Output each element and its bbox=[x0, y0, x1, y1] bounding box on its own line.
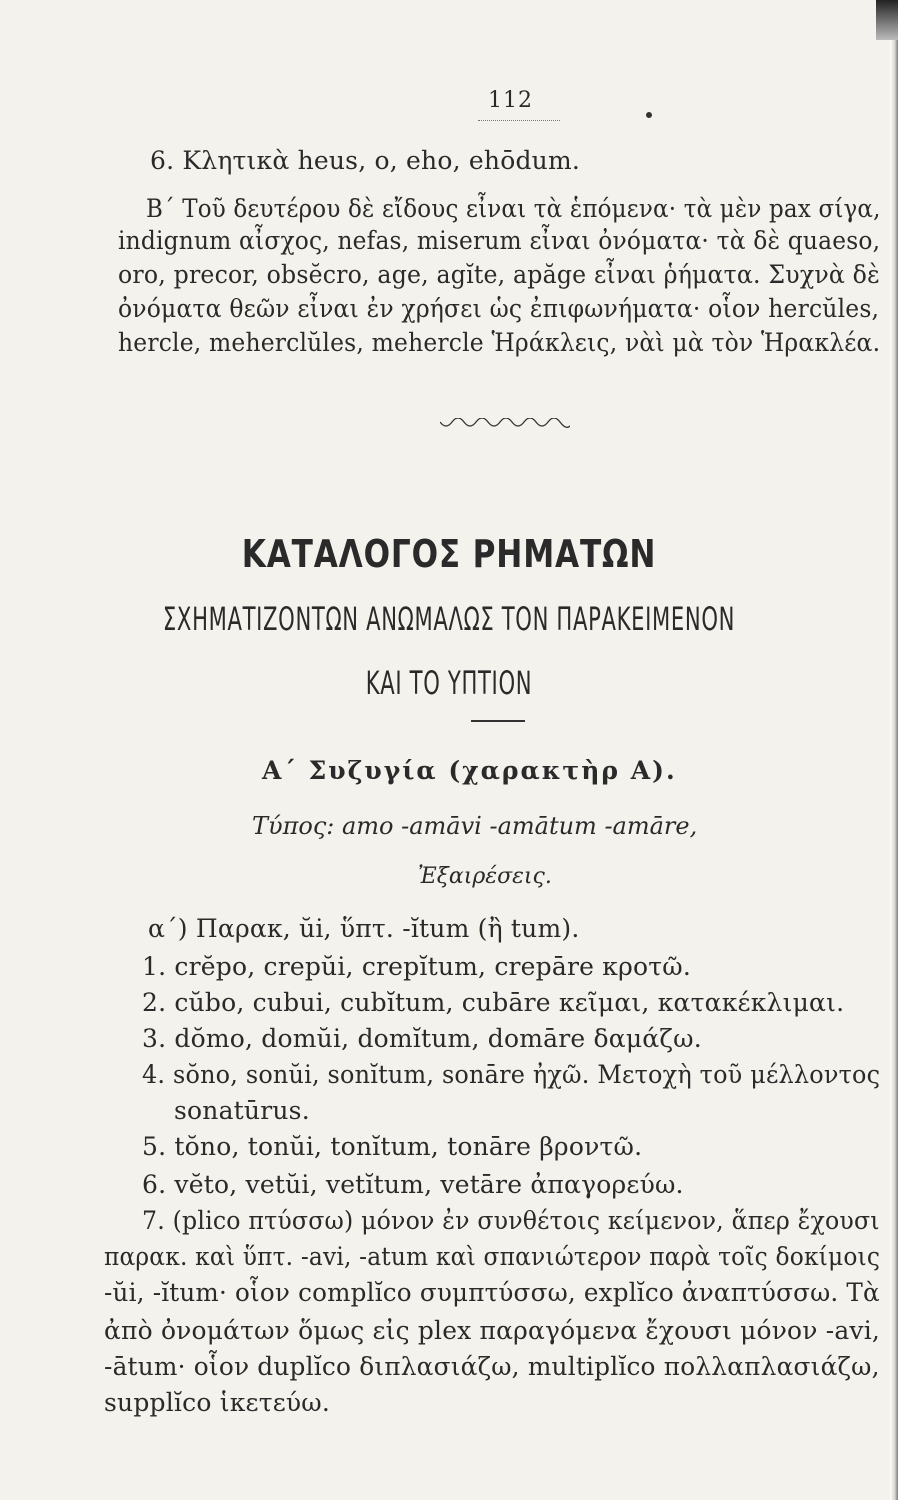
intro-line: oro, precor, obsĕcro, age, agĭte, apăge εἶναι ῥήματα. Συχνὰ δὲ bbox=[118, 260, 880, 289]
list-line: παρακ. καὶ ὕπτ. -avi, -atum καὶ σπανιώτερον παρὰ τοῖς δοκίμοις bbox=[104, 1242, 881, 1271]
exceptions-heading: Ἐξαιρέσεις. bbox=[418, 864, 552, 889]
title-rule bbox=[471, 720, 525, 722]
page-number: 112 bbox=[488, 88, 533, 113]
list-line: ἀπὸ ὀνομάτων ὅμως εἰς plex παραγόμενα ἔχουσι μόνον -avi, bbox=[104, 1316, 880, 1345]
list-line: supplĭco ἱκετεύω. bbox=[104, 1388, 331, 1417]
list-line: 7. (plico πτύσσω) μόνον ἐν συνθέτοις κείμενον, ἅπερ ἔχουσι bbox=[142, 1206, 880, 1235]
catalog-subtitle-line2: ΚΑΙ ΤΟ ΥΠΤΙΟΝ bbox=[365, 664, 533, 702]
list-line: -ātum· οἷον duplĭco διπλασιάζω, multiplĭco πολλαπλασιάζω, bbox=[104, 1352, 880, 1381]
list-line: sonatūrus. bbox=[174, 1096, 310, 1125]
ornamental-wave-divider bbox=[440, 418, 570, 432]
ink-dot bbox=[646, 112, 652, 118]
list-line: 6. vĕto, vetŭi, vetĭtum, vetāre ἀπαγορεύω. bbox=[142, 1170, 684, 1199]
catalog-title: ΚΑΤΑΛΟΓΟΣ ΡΗΜΑΤΩΝ bbox=[241, 532, 657, 576]
list-line: 3. dŏmo, domŭi, domĭtum, domāre δαμάζω. bbox=[142, 1024, 702, 1053]
list-line: 5. tŏno, tonŭi, tonĭtum, tonāre βροντῶ. bbox=[142, 1132, 643, 1161]
intro-line: hercle, meherclŭles, mehercle Ἡράκλεις, νὰὶ μὰ τὸν Ἡρακλέα. bbox=[118, 328, 881, 357]
page-edge-shadow bbox=[890, 0, 898, 1500]
intro-line: Β΄ Τοῦ δευτέρου δὲ εἴδους εἶναι τὰ ἑπόμενα· τὰ μὲν pax σίγα, bbox=[146, 194, 881, 223]
intro-line: indignum αἶσχος, nefas, miserum εἶναι ὀνόματα· τὰ δὲ quaeso, bbox=[118, 226, 881, 255]
list-line: -ŭi, -ĭtum· οἷον complĭco συμπτύσσω, explĭco ἀναπτύσσω. Τὰ bbox=[104, 1278, 880, 1307]
page-corner-shadow bbox=[876, 0, 898, 40]
intro-line: ὀνόματα θεῶν εἶναι ἐν χρήσει ὡς ἐπιφωνήματα· οἷον hercŭles, bbox=[118, 294, 880, 323]
catalog-subtitle: ΣΧΗΜΑΤΙΖΟΝΤΩΝ ΑΝΩΜΑΛΩΣ ΤΟΝ ΠΑΡΑΚΕΙΜΕΝΟΝ bbox=[162, 600, 736, 638]
intro-line: 6. Κλητικὰ heus, o, eho, ehōdum. bbox=[150, 146, 580, 175]
page-number-rule bbox=[478, 120, 560, 121]
list-line: 2. cŭbo, cubui, cubĭtum, cubāre κεῖμαι, κατακέκλιμαι. bbox=[142, 988, 845, 1017]
list-line: α΄) Παρακ, ŭi, ὕπτ. -ĭtum (ἢ tum). bbox=[148, 914, 580, 943]
typos-line: Τύπος: amo -amāvi -amātum -amāre, bbox=[252, 812, 698, 840]
list-line: 4. sŏno, sonŭi, sonĭtum, sonāre ἠχῶ. Μετοχὴ τοῦ μέλλοντος bbox=[142, 1060, 881, 1089]
list-line: 1. crĕpo, crepŭi, crepĭtum, crepāre κροτῶ. bbox=[142, 952, 692, 981]
conjugation-heading: Α΄ Συζυγία (χαρακτὴρ Α). bbox=[262, 756, 677, 785]
